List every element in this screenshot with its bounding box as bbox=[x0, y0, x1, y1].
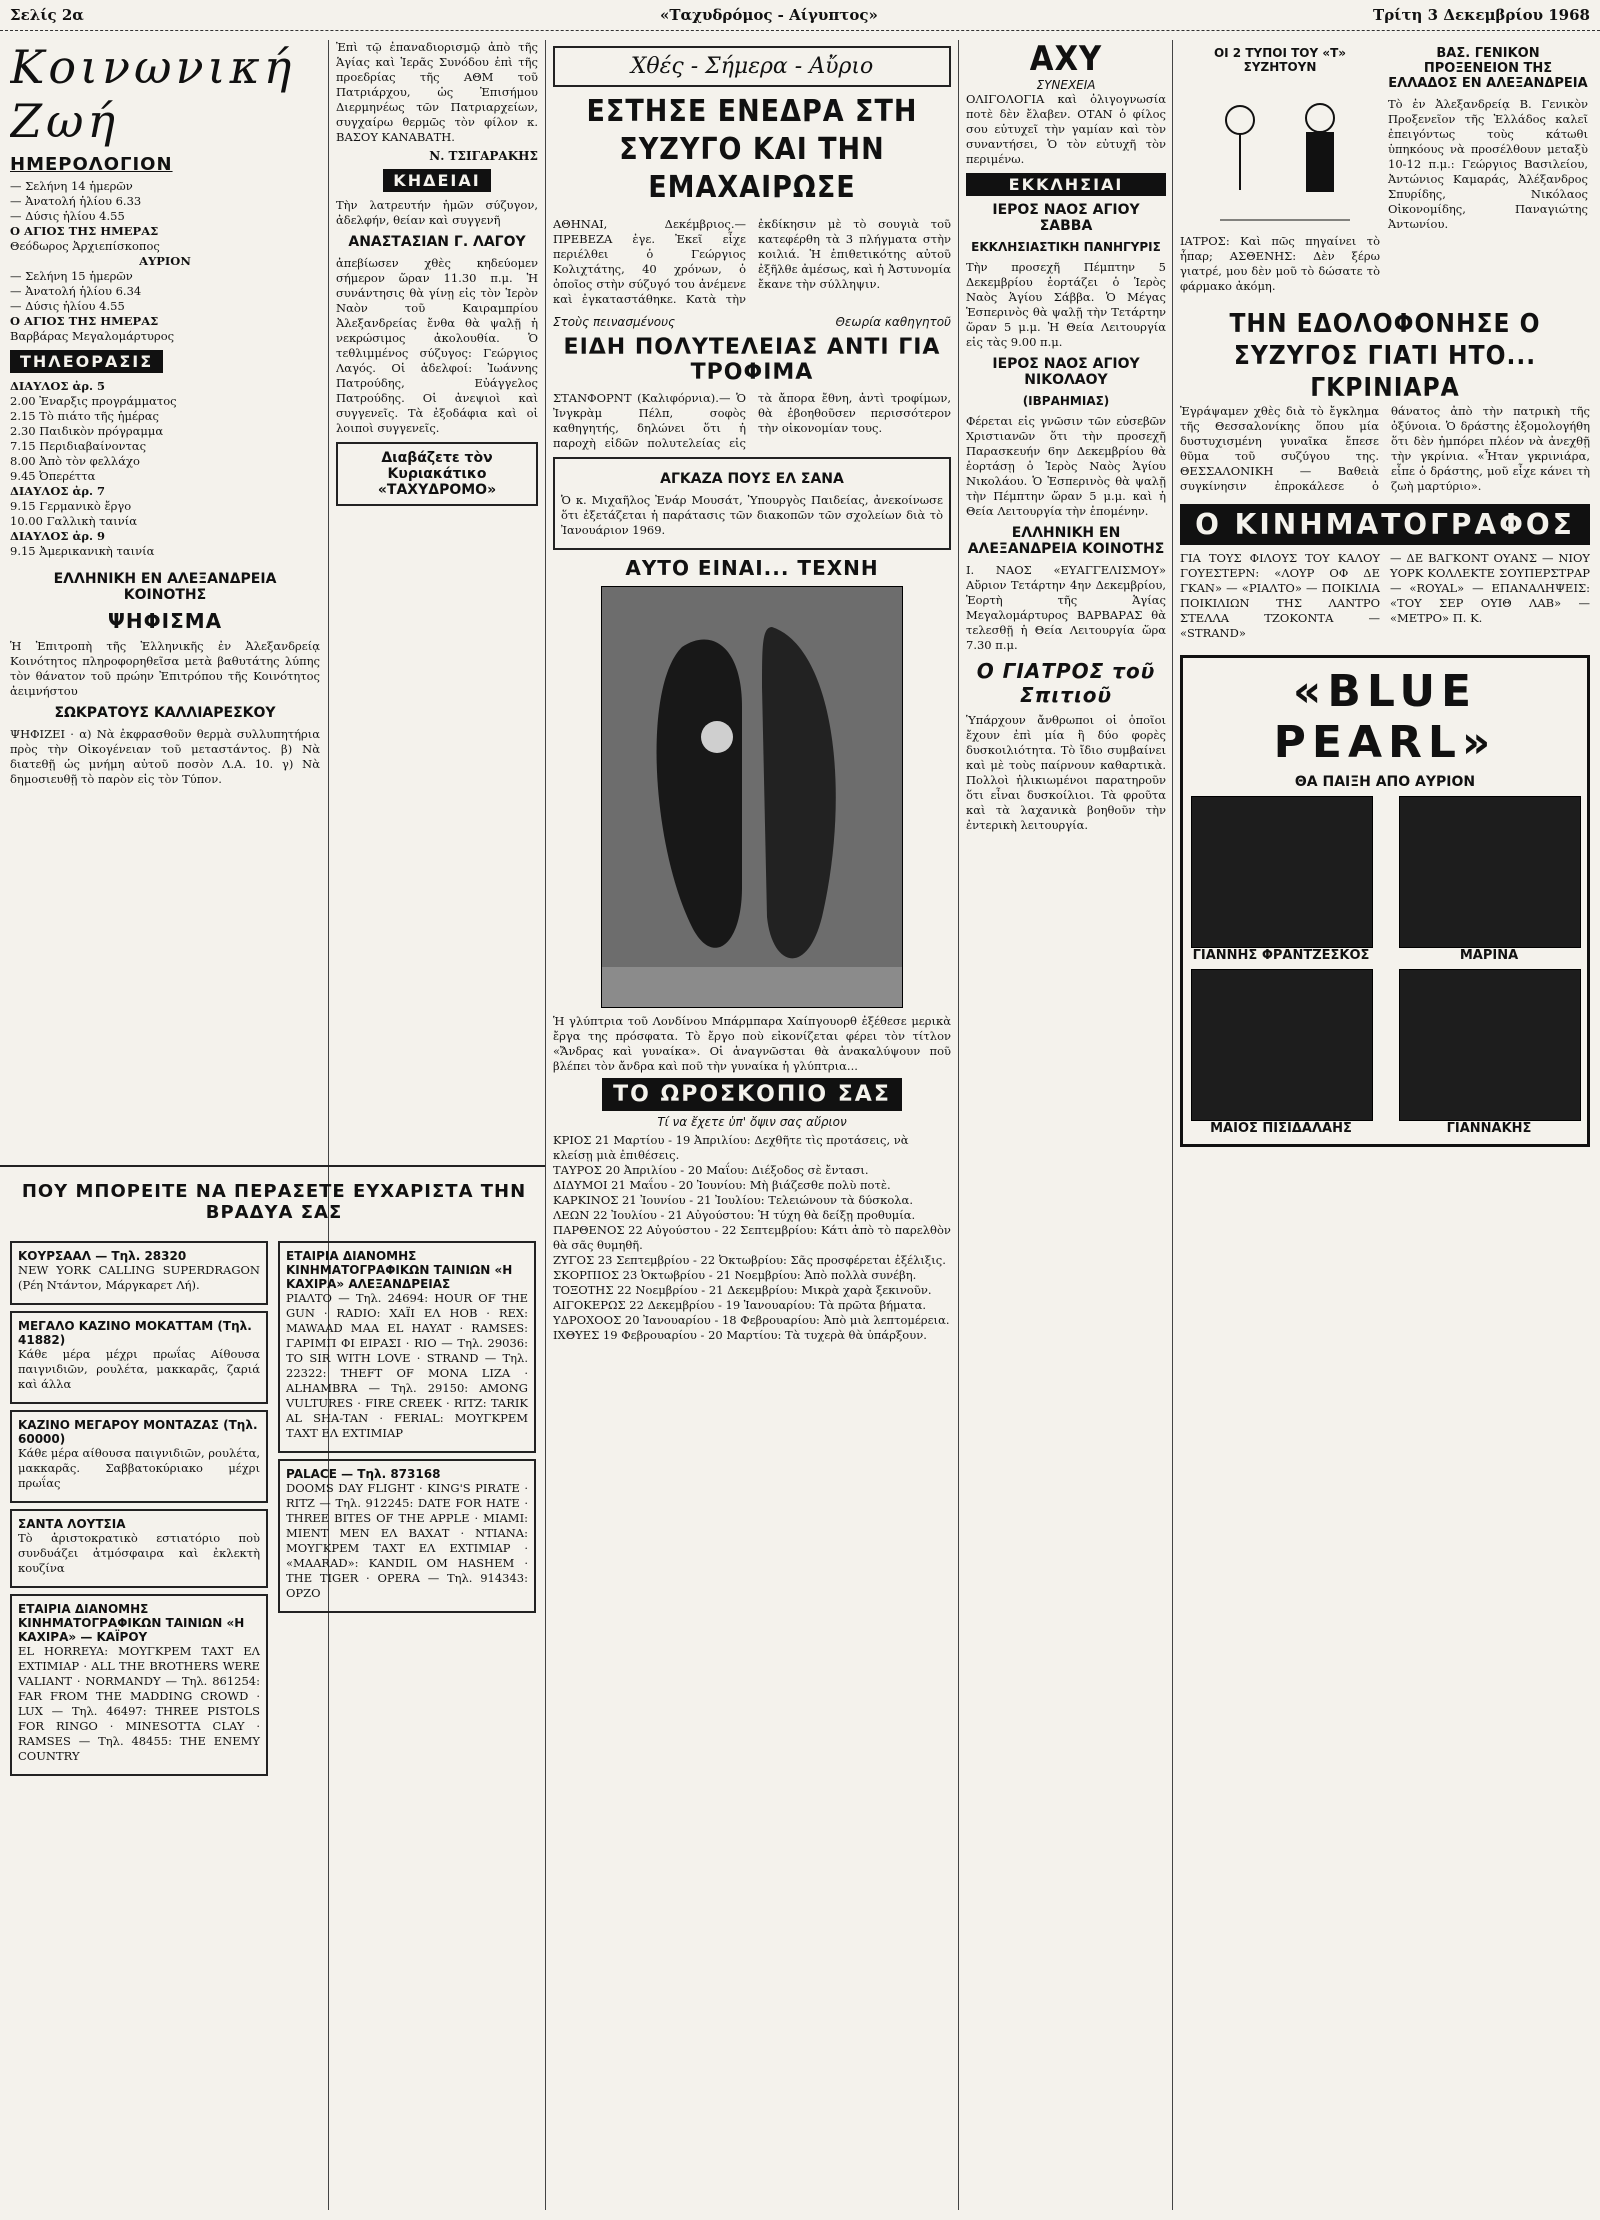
congrats-signature: Ν. ΤΣΙΓΑΡΑΚΗΣ bbox=[429, 149, 538, 163]
sculpture-photo bbox=[601, 586, 903, 1008]
church-column bbox=[966, 40, 1166, 2210]
cinema-left-text: ΓΙΑ ΤΟΥΣ ΦΙΛΟΥΣ ΤΟΥ ΚΑΛΟΥ ΓΟΥΕΣΤΕΡΝ: «ΛΟΥΡ ΟΦ ΔΕ ΓΚΑΝ» — «ΡΙΑΛΤΟ» — ΠΟΙΚΙΛΙΑ ΠΟΙΚΙΛΙΩΝ ΤΗΣ ΛΑΝΤΡΟ ΣΤΕΛΛΑ ΤΖΟΚΟΝΤΑ — «STRAND» bbox=[1180, 551, 1380, 640]
headline-luxury: ΕΙΔΗ ΠΟΛΥΤΕΛΕΙΑΣ ΑΝΤΙ ΓΙΑ ΤΡΟΦΙΜΑ bbox=[563, 335, 941, 385]
tv-line: ΔΙΑΥΛΟΣ ἀρ. 7 bbox=[10, 484, 106, 498]
decree-name: ΣΩΚΡΑΤΟΥΣ ΚΑΛΛΙΑΡΕΣΚΟΥ bbox=[54, 705, 276, 721]
horoscope-item: ΠΑΡΘΕΝΟΣ 22 Αὐγούστου - 22 Σεπτεμβρίου: Κάτι ἀπὸ τὸ παρελθὸν θὰ σᾶς θυμηθῆ. bbox=[553, 1223, 951, 1252]
calendar-line: — Σελήνη 14 ἡμερῶν bbox=[10, 179, 133, 193]
ad-body: Κάθε μέρα αίθουσα παιγνιδιῶν, ρουλέτα, μακκαρᾶς. Σαββατοκύριακο μέχρι πρωΐας bbox=[18, 1446, 260, 1490]
performer-name: ΜΑΙΟΣ ΠΙΣΙΔΑΛΑΗΣ bbox=[1210, 1121, 1352, 1136]
tv-line: 8.00 Ἀπὸ τὸν φελλάχο bbox=[10, 454, 140, 468]
tag-theory: Θεωρία καθηγητοῦ bbox=[835, 315, 951, 329]
blue-pearl-row bbox=[1191, 796, 1579, 963]
horoscope-item: ΖΥΓΟΣ 23 Σεπτεμβρίου - 22 Ὀκτωβρίου: Σᾶς προσφέρεται ἐξέλιξις. bbox=[553, 1253, 946, 1267]
calendar-line: — Ἀνατολή ἡλίου 6.34 bbox=[10, 284, 142, 298]
ad-body: NEW YORK CALLING SUPERDRAGON (Ρέη Ντάντον, Μάργκαρετ Λή). bbox=[18, 1263, 260, 1292]
blue-pearl-row bbox=[1191, 969, 1579, 1136]
column-top-heading: ΑΧΥ bbox=[1029, 40, 1103, 79]
school-heading: ΑΓΚΑΖΑ ΠΟΥΣ ΕΛ ΣΑΝΑ bbox=[660, 471, 844, 487]
ad-block bbox=[10, 1509, 268, 1588]
ad-title: ΕΤΑΙΡΙΑ ΔΙΑΝΟΜΗΣ ΚΙΝΗΜΑΤΟΓΡΑΦΙΚΩΝ ΤΑΙΝΙΩΝ «Η ΚΑΧΙΡΑ» ΑΛΕΞΑΝΔΡΕΙΑΣ bbox=[286, 1249, 513, 1291]
ad-body: DOOMS DAY FLIGHT · KING'S PIRATE · RITZ — Τηλ. 912245: DATE FOR HATE · THREE BITES OF THE APPLE · MIAMI: MIENT MEN ΕΛ ΒΑΧΑΤ · NTIANA: ΜΟΥΓΚΡΕΜ ΤΑΧΤ ΕΛ ΕΧΤΙΜΙΑΡ · «MAARAD»: KANDIL OM HASHEM · THE TIGER · OPERA — Τηλ. 914343: ΟΡΖΟ bbox=[286, 1481, 528, 1600]
calendar-line: Βαρβάρας Μεγαλομάρτυρος bbox=[10, 329, 175, 343]
ad-block bbox=[10, 1241, 268, 1305]
calendar-line: — Δύσις ἡλίου 4.55 bbox=[10, 209, 125, 223]
main-news-column bbox=[553, 40, 951, 2210]
doctor-heading: Ο ΓΙΑΤΡΟΣ τοῦ Σπιτιοῦ bbox=[976, 659, 1156, 707]
headline-ambush: ΕΣΤΗΣΕ ΕΝΕΔΡΑ ΣΤΗ ΣΥΖΥΓΟ ΚΑΙ ΤΗΝ ΕΜΑΧΑΙΡΩΣΕ bbox=[586, 94, 918, 205]
community-text-2: Ι. ΝΑΟΣ «ΕΥΑΓΓΕΛΙΣΜΟΥ» Αὔριον Τετάρτην 4ην Δεκεμβρίου, Ἑορτὴ τῆς Ἁγίας Μεγαλομάρτυρος ΒΑΡΒΑΡΑΣ θὰ τελεσθῇ ἡ Θεία Λειτουργία ὥρα 7.30 π.μ. bbox=[966, 563, 1166, 652]
consulate-heading: ΒΑΣ. ΓΕΝΙΚΟΝ ΠΡΟΞΕΝΕΙΟΝ ΤΗΣ ΕΛΛΑΔΟΣ ΕΝ ΑΛΕΞΑΝΔΡΕΙΑ bbox=[1388, 46, 1588, 91]
funeral-name: ΑΝΑΣΤΑΣΙΑΝ Γ. ΛΑΓΟΥ bbox=[348, 234, 526, 250]
funeral-text: ἀπεβίωσεν χθὲς κηδεύομεν σήμερον ὥραν 11.30 π.μ. Ἡ συνάντησις θὰ γίνῃ εἰς τὸν Ἱερὸν Ναὸν τοῦ Καιραμπρίου Ἀλεξανδρείας ἔνθα θὰ ψαλῇ ἡ νεκρώσιμος ἀκολουθία. Ὁ τεθλιμμένος σύζυγος: Γεώργιος Λαγός. Οἱ ἀδελφοί: Ἰωάννης Πατρούδης, Εὐάγγελος Πατρούδης. Οἱ ἀνεψιοὶ καὶ συγγενεῖς. Τὰ ἐξοδάφια καὶ οἱ λοιποὶ συγγενεῖς. bbox=[336, 256, 538, 435]
column-rule bbox=[545, 40, 546, 2210]
continuation-label: ΣΥΝΕΧΕΙΑ bbox=[1036, 78, 1096, 92]
performer-card bbox=[1399, 796, 1579, 963]
performer-name: ΜΑΡΙΝΑ bbox=[1459, 948, 1519, 963]
horoscope-item: ΚΡΙΟΣ 21 Μαρτίου - 19 Ἀπριλίου: Δεχθῆτε τὶς προτάσεις, νὰ κλείσῃ μιὰ ἐπιθέσεις. bbox=[553, 1133, 909, 1162]
ads-rule bbox=[0, 1165, 545, 1167]
tv-line: 9.45 Ὀπερέττα bbox=[10, 469, 96, 483]
page-header bbox=[0, 0, 1600, 31]
art-heading: ΑΥΤΟ ΕΙΝΑΙ... ΤΕΧΝΗ bbox=[625, 556, 879, 580]
newspaper-name: «Ταχυδρόμος - Αίγυπτος» bbox=[660, 6, 878, 24]
cartoon-illustration bbox=[1180, 80, 1380, 230]
social-life-banner: Κοινωνική Ζωή bbox=[10, 40, 296, 148]
nikolaos-text: Φέρεται εἰς γνῶσιν τῶν εὐσεβῶν Χριστιανῶν ὅτι τὴν προσεχῆ Παρασκευήν 6ην Δεκεμβρίου θὰ ἑορτάσῃ ὁ Ἱερὸς Ναὸς Ἁγίου Νικολάου. Ὁ Ἑσπερινὸς θὰ ψαλῇ τὴν Πέμπτην ὥραν 5 μ.μ. καὶ ἡ Θεία Λειτουργία τὴν ἑπομένην. bbox=[966, 414, 1166, 518]
performer-card bbox=[1191, 796, 1371, 963]
entertainment-ads bbox=[10, 1175, 538, 2210]
cartoon-caption: ΙΑΤΡΟΣ: Καὶ πῶς πηγαίνει τὸ ἧπαρ; ΑΣΘΕΝΗΣ: Δὲν ξέρω γιατρέ, μου δὲν μοῦ τὸ δώσατε τὸ φάρμακο ἀκόμη. bbox=[1180, 234, 1380, 293]
page-date: Τρίτη 3 Δεκεμβρίου 1968 bbox=[1373, 6, 1590, 24]
tv-heading: ΤΗΛΕΟΡΑΣΙΣ bbox=[10, 350, 163, 373]
ad-title: ΜΕΓΑΛΟ ΚΑΖΙΝΟ ΜΟΚΑΤΤΑΜ (Τηλ. 41882) bbox=[18, 1319, 252, 1347]
nikolaos-subheading: (ΙΒΡΑΗΜΙΑΣ) bbox=[1022, 394, 1110, 408]
tv-line: 7.15 Περιδιαβαίνοντας bbox=[10, 439, 147, 453]
luxury-story: ΣΤΑΝΦΟΡΝΤ (Καλιφόρνια).— Ὁ Ἰνγκρὰμ Πέλπ, σοφὸς καθηγητής, δηλώνει ὅτι ἡ παροχὴ εἰδῶν πολυτελείας εἰς τὰ ἄπορα ἔθνη, ἀντὶ τροφίμων, θὰ ἐβοηθοῦσεν περισσότερον τὴν οἰκονομίαν τους. bbox=[553, 391, 951, 450]
calendar-line: Ο ΑΓΙΟΣ ΤΗΣ ΗΜΕΡΑΣ bbox=[10, 224, 159, 238]
ad-block bbox=[278, 1459, 536, 1613]
cartoon-heading: ΟΙ 2 ΤΥΠΟΙ ΤΟΥ «Τ» ΣΥΖΗΤΟΥΝ bbox=[1213, 46, 1347, 74]
murder-headline: ΤΗΝ ΕΔΟΛΟΦΟΝΗΣΕ Ο ΣΥΖΥΓΟΣ ΓΙΑΤΙ ΗΤΟ... ΓΚΡΙΝΙΑΡΑ bbox=[1229, 309, 1541, 403]
tv-line: 10.00 Γαλλικὴ ταινία bbox=[10, 514, 138, 528]
calendar-line: — Ἀνατολή ἡλίου 6.33 bbox=[10, 194, 142, 208]
tv-line: 9.15 Γερμανικὸ ἔργο bbox=[10, 499, 132, 513]
tv-line: 9.15 Ἀμερικανικὴ ταινία bbox=[10, 544, 155, 558]
horoscope-item: ΛΕΩΝ 22 Ἰουλίου - 21 Αὐγούστου: Ἡ τύχη θὰ δείξῃ προθυμία. bbox=[553, 1208, 916, 1222]
tv-line: ΔΙΑΥΛΟΣ ἀρ. 5 bbox=[10, 379, 106, 393]
murder-story: Ἐγράψαμεν χθὲς διὰ τὸ ἔγκλημα τῆς Θεσσαλονίκης ὅπου μία δυστυχισμένη γυναῖκα ἔπεσε θῦμα τοῦ συζύγου της. ΘΕΣΣΑΛΟΝΙΚΗ — Βαθειὰ συγκίνησιν ἐπροκάλεσε ὁ θάνατος ἀπὸ τὴν πατρικὴ τῆς ὀξύνοια. Ὁ δράστης ἐξομολογήθη ὅτι δὲν ἠμπόρει πλέον νὰ ἀνεχθῇ τὴν γκρίνια. «Ἦταν γκρινιάρα, εἶπε ὁ δράστης, μοῦ εἶχε κάνει τὴ ζωὴ μαρτύριο». bbox=[1180, 404, 1590, 493]
performer-name: ΓΙΑΝΝΗΣ ΦΡΑΝΤΖΕΣΚΟΣ bbox=[1192, 948, 1370, 963]
tv-list bbox=[10, 379, 320, 559]
sayings-text: ΟΛΙΓΟΛΟΓΙΑ καὶ ὀλιγογνωσία ποτὲ δὲν ἔλαβεν. ΟΤΑΝ ὁ φίλος σου εὐτυχεῖ τὴν γαμίαν καὶ τὸν συναντήσει, Ὁ τὸν εὐτυχῆ τὸν περιμένω. bbox=[966, 92, 1166, 166]
horoscope-item: ΤΑΥΡΟΣ 20 Ἀπριλίου - 20 Μαΐου: Διέξοδος σὲ ἔντασι. bbox=[553, 1163, 869, 1177]
horoscope-list bbox=[553, 1133, 951, 1343]
horoscope-item: ΣΚΟΡΠΙΟΣ 23 Ὀκτωβρίου - 21 Νοεμβρίου: Ἀπὸ πολλὰ συνέβη. bbox=[553, 1268, 917, 1282]
consulate-text: Τὸ ἐν Ἀλεξανδρείᾳ Β. Γενικὸν Προξενεῖον τῆς Ἑλλάδος καλεῖ ἐπειγόντως τοὺς κάτωθι ὑπηκόους νὰ προσέλθουν μεταξὺ 10-12 π.μ.: Γεώργιος Βασιλείου, Ἀντώνιος Καμαράς, Ἀλέξανδρος Σπυρίδης, Νικόλαος Οἰκονομίδης, Παναγιώτης Ἀντωνίου. bbox=[1388, 97, 1588, 231]
right-column bbox=[1180, 40, 1590, 2210]
ads-heading: ΠΟΥ ΜΠΟΡΕΙΤΕ ΝΑ ΠΕΡΑΣΕΤΕ ΕΥΧΑΡΙΣΤΑ ΤΗΝ ΒΡΑΔΥΑ ΣΑΣ bbox=[21, 1181, 527, 1223]
kicker-box: Χθές - Σήμερα - Αὔριο bbox=[553, 46, 951, 87]
decree-heading: ΨΗΦΙΣΜΑ bbox=[107, 609, 223, 633]
decree-text: Ἡ Ἐπιτροπὴ τῆς Ἑλληνικῆς ἐν Ἀλεξανδρείᾳ Κοινότητος πληροφορηθεῖσα μετὰ βαθυτάτης λύπης τὸν θάνατον τοῦ πρώην Ἐπιτρόπου τῆς Κοινότητος ἀειμνήστου bbox=[10, 639, 320, 698]
calendar-line: ΑΥΡΙΟΝ bbox=[139, 254, 191, 268]
ad-title: PALACE — Τηλ. 873168 bbox=[286, 1467, 441, 1481]
horoscope-item: ΙΧΘΥΕΣ 19 Φεβρουαρίου - 20 Μαρτίου: Τὰ τυχερὰ θὰ ὑπάρξουν. bbox=[553, 1328, 927, 1342]
ad-title: ΚΑΖΙΝΟ ΜΕΓΑΡΟΥ ΜΟΝΤΑΖΑΣ (Τηλ. 60000) bbox=[18, 1418, 258, 1446]
saba-subheading: ΕΚΚΛΗΣΙΑΣΤΙΚΗ ΠΑΝΗΓΥΡΙΣ bbox=[971, 240, 1161, 254]
school-text: Ὁ κ. Μιχαῆλος Ἐνάρ Μουσάτ, Ὑπουργὸς Παιδείας, ἀνεκοίνωσε ὅτι ἐξετάζεται ἡ παράτασις τῶν διακοπῶν τῶν σχολείων διὰ τὸ Ἰανουάριον 1969. bbox=[561, 493, 943, 537]
cartoon-block bbox=[1180, 40, 1380, 298]
tv-line: ΔΙΑΥΛΟΣ ἀρ. 9 bbox=[10, 529, 106, 543]
ads-left-column bbox=[10, 1235, 268, 1782]
calendar-line: — Σελήνη 15 ἡμερῶν bbox=[10, 269, 133, 283]
community-heading-2: ΕΛΛΗΝΙΚΗ ΕΝ ΑΛΕΞΑΝΔΡΕΙΑ ΚΟΙΝΟΤΗΣ bbox=[967, 525, 1165, 557]
ad-block bbox=[278, 1241, 536, 1453]
churches-heading: ΕΚΚΛΗΣΙΑΙ bbox=[966, 173, 1166, 196]
tv-line: 2.30 Παιδικὸν πρόγραμμα bbox=[10, 424, 164, 438]
funeral-intro: Τὴν λατρευτήν ἡμῶν σύζυγον, ἀδελφήν, θείαν καὶ συγγενῆ bbox=[336, 198, 538, 227]
performer-photo bbox=[1191, 969, 1373, 1121]
column-rule bbox=[958, 40, 959, 2210]
consulate-block bbox=[1388, 40, 1588, 298]
horoscope-subheading: Τί να ἔχετε ὑπ' ὄψιν σας αὔριον bbox=[657, 1115, 847, 1129]
ad-body: EL HORREYA: ΜΟΥΓΚΡΕΜ ΤΑΧΤ ΕΛ ΕΧΤΙΜΙΑΡ · ALL THE BROTHERS WERE VALIANT · NORMANDY — Τηλ. 861254: FAR FROM THE MADDING CROWD · LUX — Τηλ. 46497: THREE PISTOLS FOR RINGO · MINESOTTA CLAY · RAMSES — Τηλ. 48455: THE ENEMY COUNTRY bbox=[18, 1644, 260, 1763]
column-rule bbox=[1172, 40, 1173, 2210]
cinema-heading: Ο ΚΙΝΗΜΑΤΟΓΡΑΦΟΣ bbox=[1180, 504, 1590, 545]
school-box bbox=[553, 457, 951, 550]
ad-title: ΣΑΝΤΑ ΛΟΥΤΣΙΑ bbox=[18, 1517, 126, 1531]
performer-photo bbox=[1399, 969, 1581, 1121]
ad-title: ΚΟΥΡΣΑΑΛ — Τηλ. 28320 bbox=[18, 1249, 187, 1263]
performer-photo bbox=[1399, 796, 1581, 948]
nikolaos-heading: ΙΕΡΟΣ ΝΑΟΣ ΑΓΙΟΥ ΝΙΚΟΛΑΟΥ bbox=[992, 356, 1140, 388]
horoscope-heading: ΤΟ ΩΡΟΣΚΟΠΙΟ ΣΑΣ bbox=[602, 1078, 902, 1111]
calendar-line: Θεόδωρος Ἀρχιεπίσκοπος bbox=[10, 239, 160, 253]
blue-pearl-subtitle: ΘΑ ΠΑΙΞΗ ΑΠΟ ΑΥΡΙΟΝ bbox=[1294, 774, 1476, 790]
tv-line: 2.00 Ἐναρξις προγράμματος bbox=[10, 394, 177, 408]
saba-heading: ΙΕΡΟΣ ΝΑΟΣ ΑΓΙΟΥ ΣΑΒΒΑ bbox=[992, 202, 1140, 234]
calendar-line: Ο ΑΓΙΟΣ ΤΗΣ ΗΜΕΡΑΣ bbox=[10, 314, 159, 328]
decree-items: ΨΗΦΙΖΕΙ · α) Νὰ ἐκφρασθοῦν θερμὰ συλλυπητήρια πρὸς τὴν Οἰκογένειαν τοῦ μεταστάντος. β) Νὰ διατεθῇ ὡς μνήμη αὐτοῦ ποσὸν Λ.Α. 10. γ) Νὰ δημοσιευθῇ τὸ παρὸν εἰς τὸν Τύπον. bbox=[10, 727, 320, 786]
ads-right-column bbox=[278, 1235, 536, 1619]
ad-block bbox=[10, 1311, 268, 1404]
performer-name: ΓΙΑΝΝΑΚΗΣ bbox=[1446, 1121, 1532, 1136]
performer-photo bbox=[1191, 796, 1373, 948]
tags-row bbox=[553, 315, 951, 329]
ad-title: ΕΤΑΙΡΙΑ ΔΙΑΝΟΜΗΣ ΚΙΝΗΜΑΤΟΓΡΑΦΙΚΩΝ ΤΑΙΝΙΩΝ «Η ΚΑΧΙΡΑ» — ΚΑΪΡΟΥ bbox=[18, 1602, 245, 1644]
ambush-story: ΑΘΗΝΑΙ, Δεκέμβριος.— ΠΡΕΒΕΖΑ ἐγε. Ἐκεῖ εἶχε περιέλθει ὁ Γεώργιος Κολιχτάτης, 40 χρόνων, ὁ ὁποῖος στὴν σύζυγό του ἀνέμενε καὶ ἐγκαταστάθηκε. Κατὰ τὴν ἐκδίκησιν μὲ τὸ σουγιὰ τοῦ κατεφέρθη τὰ 3 πλήγματα στὴν κοιλιά. Ἡ ἐπιθετικότης αὐτοῦ ἐξῆλθε ἀμέσως, καὶ ἡ Ἀστυνομία ἔκανε τὴν σύλληψιν. bbox=[553, 217, 951, 306]
doctor-text: Ὑπάρχουν ἄνθρωποι οἱ ὁποῖοι ἔχουν ἐπὶ μία ἢ δύο φορὲς δυσκοιλιότητα. Τὸ ἴδιο συμβαίνει καὶ μὲ τοὺς παίρνουν καθαρτικὰ. Πολλοὶ ἠλικιωμένοι παρατηροῦν ὅτι εἶναι δυσκοίλιοι. Τὰ φροῦτα καὶ τὰ λαχανικὰ βοηθοῦν τὴν ἐντερικὴ λειτουργία. bbox=[966, 713, 1166, 832]
page-number: Σελίς 2α bbox=[10, 6, 84, 24]
horoscope-item: ΤΟΞΟΤΗΣ 22 Νοεμβρίου - 21 Δεκεμβρίου: Μικρὰ χαρὰ ξεκινοῦν. bbox=[553, 1283, 932, 1297]
funeral-column bbox=[336, 40, 538, 1170]
congrats-text: Ἐπὶ τῷ ἐπαναδιορισμῷ ἀπὸ τῆς Ἁγίας καὶ Ἱερᾶς Συνόδου ἐπὶ τῆς προεδρίας τῆς ΑΘΜ τοῦ Πατριάρχου, ὡς Ἐπισήμου Διερμηνέως τῶν Πατριαρχείων, συγχαίρω θερμῶς τὸν φίλον κ. ΒΑΣΟΥ ΚΑΝΑΒΑΤΗ. bbox=[336, 40, 538, 144]
sculpture-illustration bbox=[602, 587, 902, 1007]
blue-pearl-ad bbox=[1180, 655, 1590, 1147]
horoscope-item: ΚΑΡΚΙΝΟΣ 21 Ἰουνίου - 21 Ἰουλίου: Τελειώνουν τὰ δύσκολα. bbox=[553, 1193, 913, 1207]
community-heading: ΕΛΛΗΝΙΚΗ ΕΝ ΑΛΕΞΑΝΔΡΕΙΑ ΚΟΙΝΟΤΗΣ bbox=[53, 571, 277, 603]
ad-block bbox=[10, 1594, 268, 1776]
performer-card bbox=[1399, 969, 1579, 1136]
saba-text: Τὴν προσεχῆ Πέμπτην 5 Δεκεμβρίου ἑορτάζει ὁ Ἱερὸς Ναὸς Ἁγίου Σάββα. Ὁ Μέγας Ἑσπερινὸς θὰ ψαλῇ τὴν Τετάρτην ὥραν 5 μ.μ. Ἡ Θεία Λειτουργία εἰς τὰς 9.00 π.μ. bbox=[966, 260, 1166, 349]
tv-line: 2.15 Τὸ πιάτο τῆς ἡμέρας bbox=[10, 409, 159, 423]
calendar-heading: ΗΜΕΡΟΛΟΓΙΟΝ bbox=[10, 154, 173, 175]
top-right-row bbox=[1180, 40, 1590, 298]
calendar-line: — Δύσις ἡλίου 4.55 bbox=[10, 299, 125, 313]
horoscope-item: ΔΙΔΥΜΟΙ 21 Μαΐου - 20 Ἰουνίου: Μὴ βιάζεσθε πολὺ ποτὲ. bbox=[553, 1178, 891, 1192]
ad-body: ΡΙΑΛΤΟ — Τηλ. 24694: HOUR OF THE GUN · RADIO: ΧΑΪΙ ΕΛ HOB · REX: MAWAAD MAA EL HAYAT · RAMSES: ΓΑΡΙΜΠ ΦΙ ΕΙΡΑΣΙ · RIO — Τηλ. 29036: TO SIR WITH LOVE · STRAND — Τηλ. 22322: THEFT OF MONA LIZA · ALHAMBRA — Τηλ. 29150: AMONG VULTURES · FIRE CREEK · RITZ: TARIK AL SHA-TAN · FERIAL: ΜΟΥΓΚΡΕΜ ΤΑΧΤ ΕΛ ΕΧΤΙΜΙΑΡ bbox=[286, 1291, 528, 1440]
ad-block bbox=[10, 1410, 268, 1503]
blue-pearl-title: «BLUE PEARL» bbox=[1273, 666, 1497, 768]
sunday-edition-box: Διαβάζετε τὸν Κυριακάτικο «ΤΑΧΥΔΡΟΜΟ» bbox=[336, 442, 538, 506]
performer-card bbox=[1191, 969, 1371, 1136]
funeral-heading: ΚΗΔΕΙΑΙ bbox=[383, 169, 490, 192]
cinema-right-text: — ΔΕ ΒΑΓΚΟΝΤ ΟΥΑΝΣ — ΝΙΟΥ ΥΟΡΚ ΚΟΛΛΕΚΤΕ ΣΟΥΠΕΡΣΤΡΑΡ — «ROYAL» — ΕΠΑΝΑΛΗΨΕΙΣ: «ΤΟΥ ΣΕΡ ΟΥΙΘ ΛΑΒ» — «ΜΕΤΡΟ» Π. Κ. bbox=[1390, 551, 1590, 625]
cinema-reviews bbox=[1180, 551, 1590, 645]
ad-body: Κάθε μέρα μέχρι πρωΐας Αίθουσα παιγνιδιῶν, ρουλέτα, μακκαρᾶς, ζαριά καὶ άλλα bbox=[18, 1347, 260, 1391]
calendar-list bbox=[10, 179, 320, 344]
art-caption: Ἡ γλύπτρια τοῦ Λονδίνου Μπάρμπαρα Χαίπγουορθ ἐξέθεσε μερικὰ ἔργα της πρόσφατα. Τὸ ἔργο ποὺ εἰκονίζεται φέρει τὸν τίτλον «Ἄνδρας καὶ γυναίκα». Οἱ ἀναγνῶσται θὰ ἀνακαλύψουν ποῦ βλέπει τὸν ἄνδρα καὶ ποῦ τὴν γυναίκα ἡ γλύπτρια... bbox=[553, 1014, 951, 1073]
horoscope-item: ΑΙΓΟΚΕΡΩΣ 22 Δεκεμβρίου - 19 Ἰανουαρίου: Τὰ πρῶτα βήματα. bbox=[553, 1298, 927, 1312]
horoscope-item: ΥΔΡΟΧΟΟΣ 20 Ἰανουαρίου - 18 Φεβρουαρίου: Ἀπὸ μιὰ λεπτομέρεια. bbox=[553, 1313, 950, 1327]
ad-body: Τὸ ἀριστοκρατικὸ εστιατόριο ποὺ συνδυάζει ἀτμόσφαιρα καὶ ἐκλεκτὴ κουζίνα bbox=[18, 1531, 260, 1575]
tag-hungry: Στοὺς πεινασμένους bbox=[553, 315, 676, 329]
